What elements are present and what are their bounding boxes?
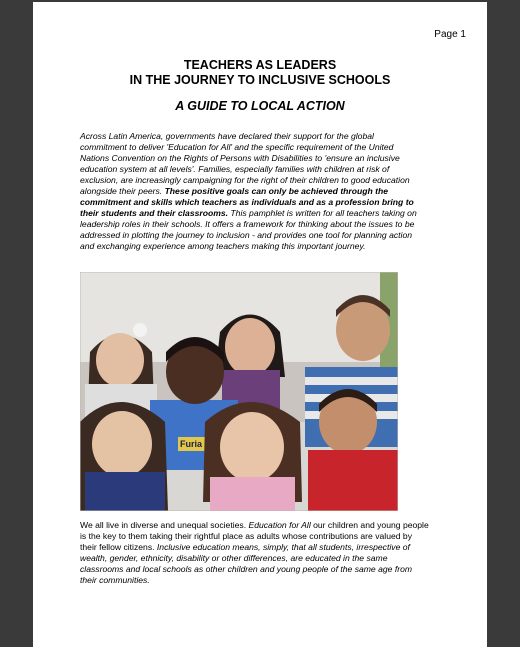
document-page bbox=[33, 2, 487, 647]
document-title bbox=[33, 58, 487, 88]
intro-text-1: Across Latin America, governments have declared their support for the global commitment to deliver bbox=[80, 131, 374, 153]
intro-paragraph bbox=[80, 131, 422, 253]
title-line-2: IN THE JOURNEY TO INCLUSIVE SCHOOLS bbox=[129, 73, 391, 87]
page-number: Page 1 bbox=[434, 29, 466, 40]
closing-paragraph bbox=[80, 520, 430, 585]
outro-text-3: our children and young people is the key to them taking their rightful place as adults whose contributions are valued by their fellow citizens. bbox=[80, 520, 429, 552]
intro-text-5: This pamphlet is written for all teachers taking on leadership roles in their schools. It offers a framework for thinking about the issues to be addressed in plotting the journey to inclusion - and provides one tool for planning action and exchanging experience among teachers making this important journey. bbox=[80, 208, 417, 252]
children-photo bbox=[80, 272, 398, 511]
outro-text-2: Education for All bbox=[248, 520, 311, 530]
outro-text-1: We all live in diverse and unequal societies. bbox=[80, 520, 249, 530]
intro-text-3: and the specific requirement of the United Nations Convention on the Rights of Persons with Disabilities to 'ensure an inclusive education system at all levels'. Families, especially families with children at risk of exclusion, are increasingly campaigning for the right of their children to good education alongside their peers. bbox=[80, 142, 410, 197]
shirt-text: Furia bbox=[180, 439, 203, 449]
intro-text-2: 'Education for All' bbox=[166, 142, 232, 153]
outro-text-4: Inclusive education means, simply, that all students, irrespective of wealth, gender, ethnicity, disability or other differences, are educated in the same classrooms and local schools as other children and young people of the same age from their communities. bbox=[80, 541, 413, 585]
document-subtitle: A GUIDE TO LOCAL ACTION bbox=[175, 99, 345, 113]
intro-emphasis: These positive goals can only be achieved through the commitment and skills which teachers as individuals and as a profession bring to their students and their classrooms. bbox=[80, 186, 414, 219]
title-line-1: TEACHERS AS LEADERS bbox=[183, 58, 337, 72]
